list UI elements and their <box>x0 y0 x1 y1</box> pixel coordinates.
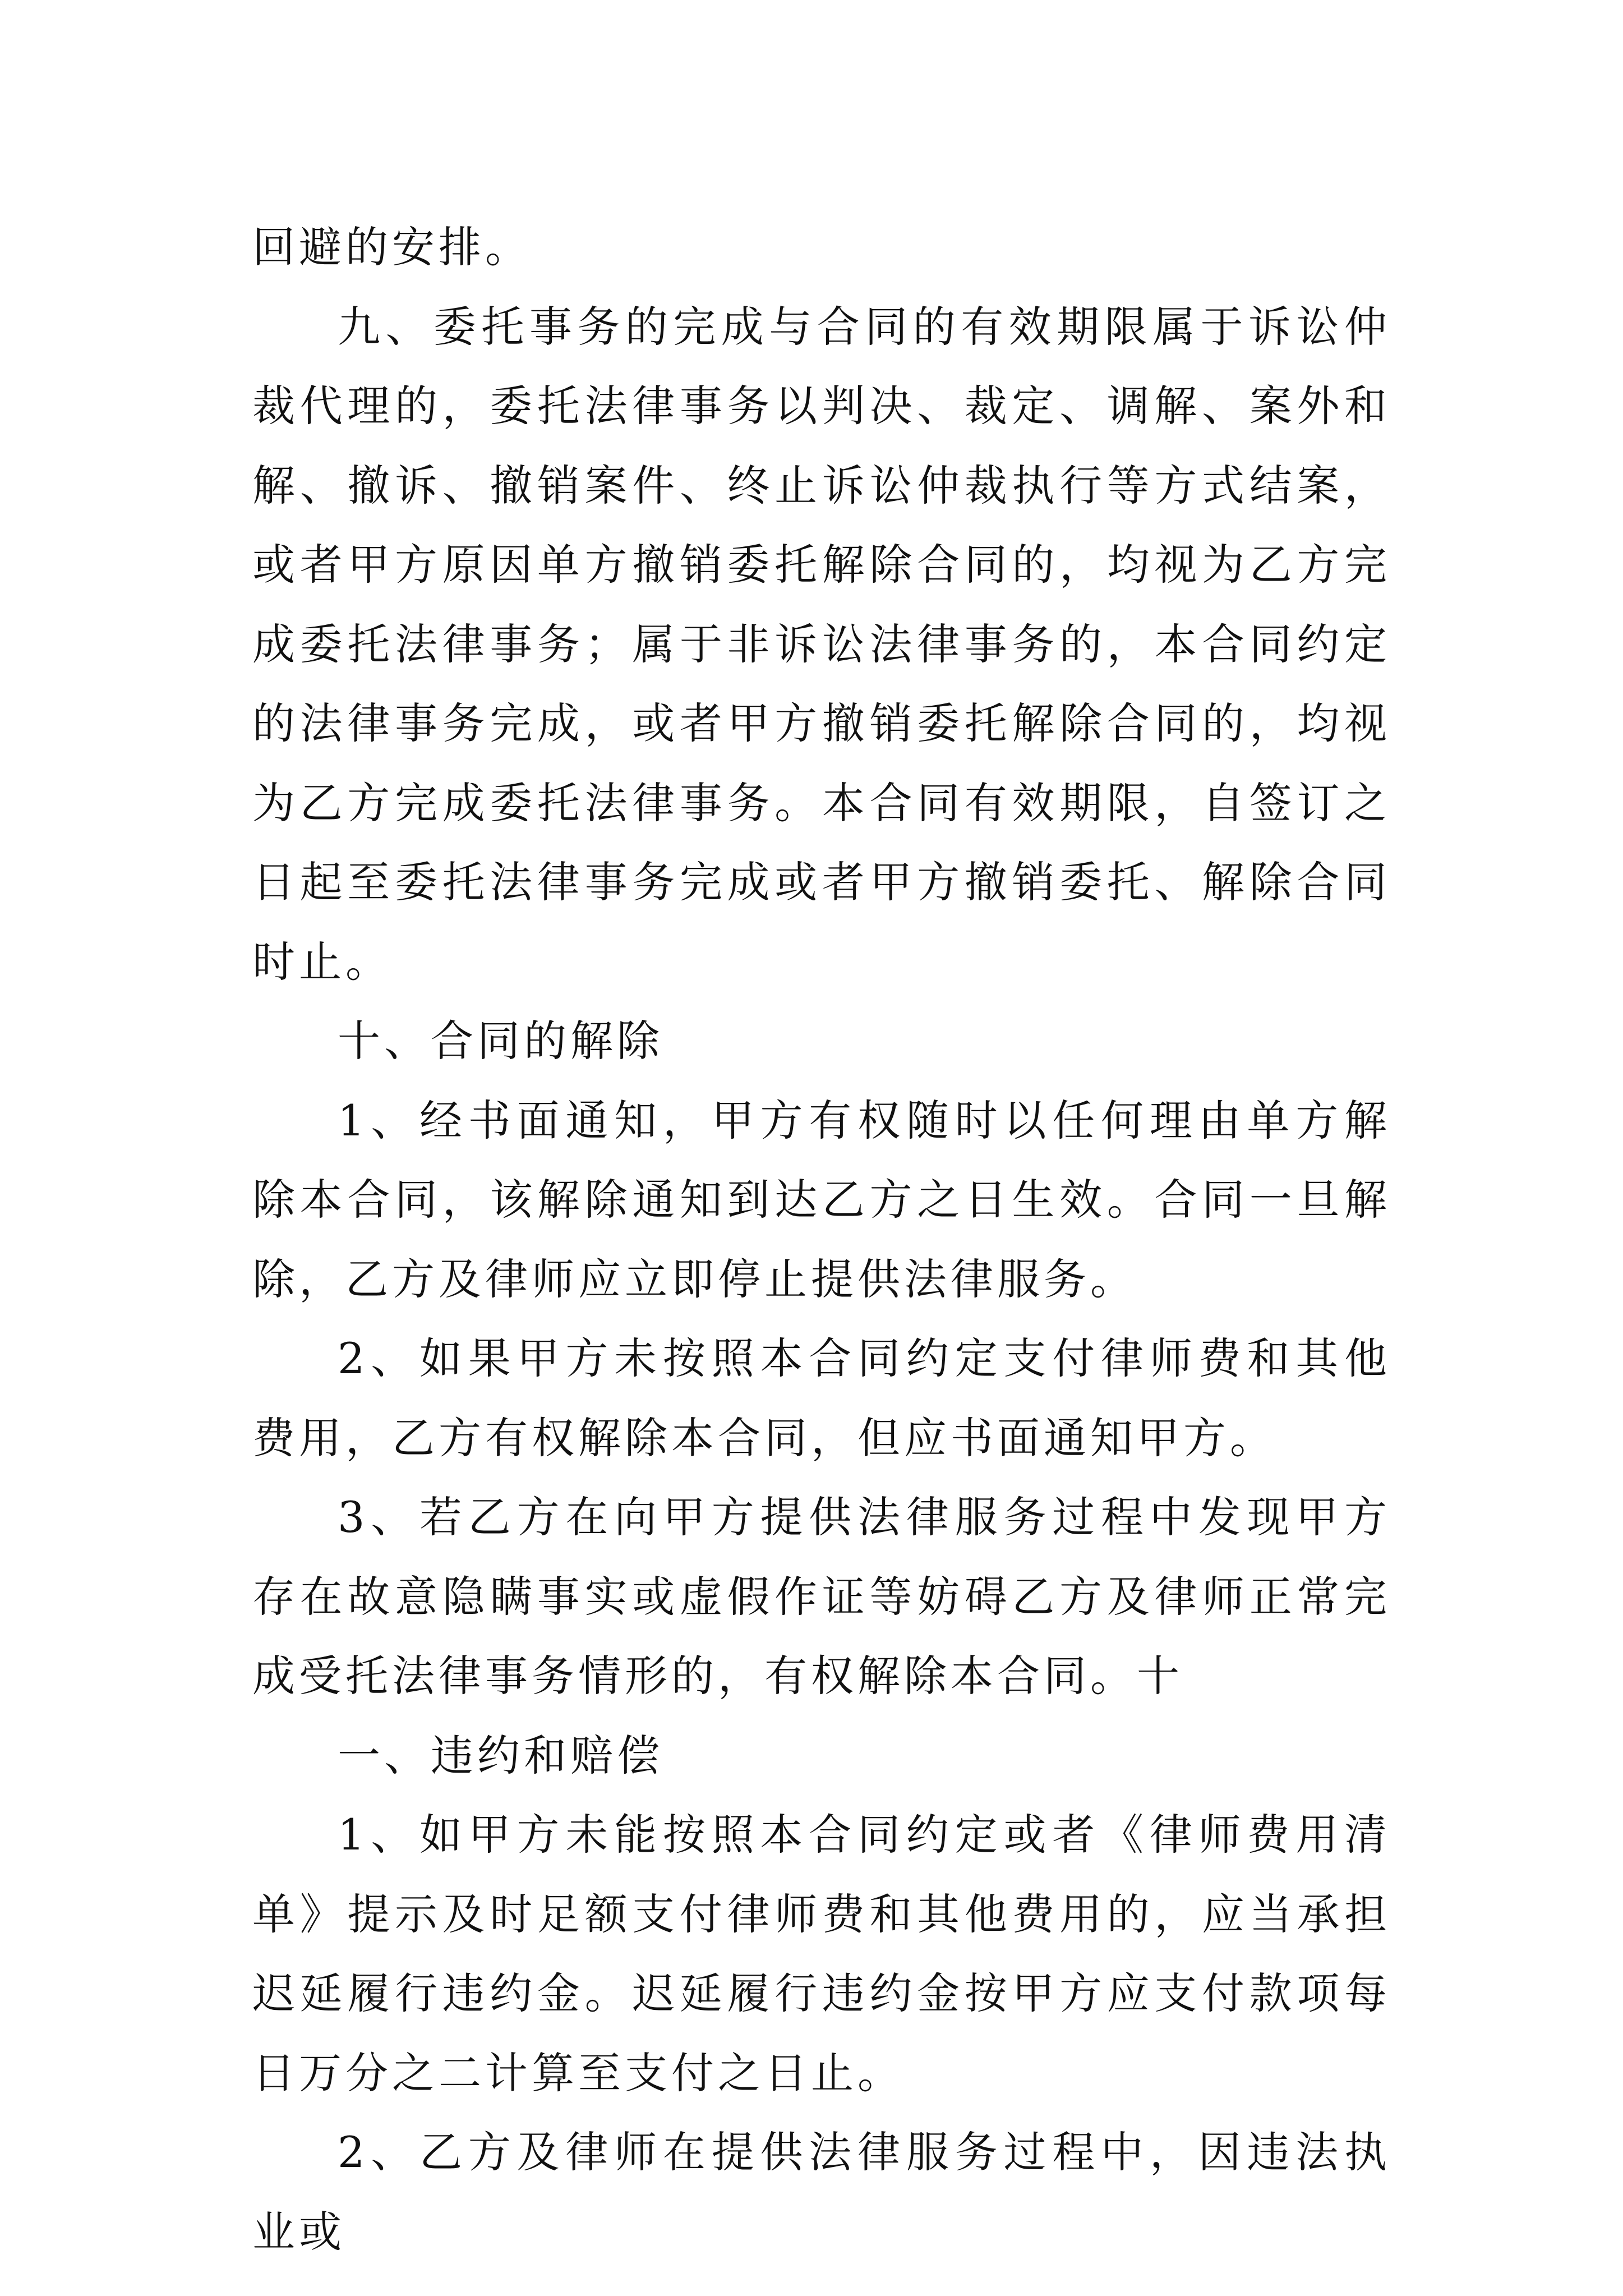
paragraph-clause-11-1: 1、如甲方未能按照本合同约定或者《律师费用清单》提示及时足额支付律师费和其他费用的，应当承担迟延履行违约金。迟延履行违约金按甲方应支付款项每日万分之二计算至支付之日止。 <box>252 1810 1391 2098</box>
paragraph-clause-10-3: 3、若乙方在向甲方提供法律服务过程中发现甲方存在故意隐瞒事实或虚假作证等妨碍乙方及律师正常完成受托法律事务情形的，有权解除本合同。十 <box>252 1492 1391 1701</box>
paragraph-clause-10-1: 1、经书面通知，甲方有权随时以任何理由单方解除本合同，该解除通知到达乙方之日生效。合同一旦解除，乙方及律师应立即停止提供法律服务。 <box>252 1095 1391 1304</box>
heading-clause-10: 十、合同的解除 <box>338 1016 663 1066</box>
paragraph-clause-10-2: 2、如果甲方未按照本合同约定支付律师费和其他费用，乙方有权解除本合同，但应书面通知甲方。 <box>252 1333 1391 1463</box>
heading-clause-11: 一、违约和赔偿 <box>338 1730 663 1780</box>
paragraph-clause-9: 九、委托事务的完成与合同的有效期限属于诉讼仲裁代理的，委托法律事务以判决、裁定、调解、案外和解、撤诉、撤销案件、终止诉讼仲裁执行等方式结案，或者甲方原因单方撤销委托解除合同的，均视为乙方完成委托法律事务；属于非诉讼法律事务的，本合同约定的法律事务完成，或者甲方撤销委托解除合同的，均视为乙方完成委托法律事务。本合同有效期限，自签订之日起至委托法律事务完成或者甲方撤销委托、解除合同时止。 <box>252 301 1391 987</box>
paragraph-clause-11-2: 2、乙方及律师在提供法律服务过程中，因违法执业或 <box>252 2127 1391 2257</box>
paragraph-continuation: 回避的安排。 <box>252 222 532 272</box>
document-body <box>252 208 1391 2271</box>
